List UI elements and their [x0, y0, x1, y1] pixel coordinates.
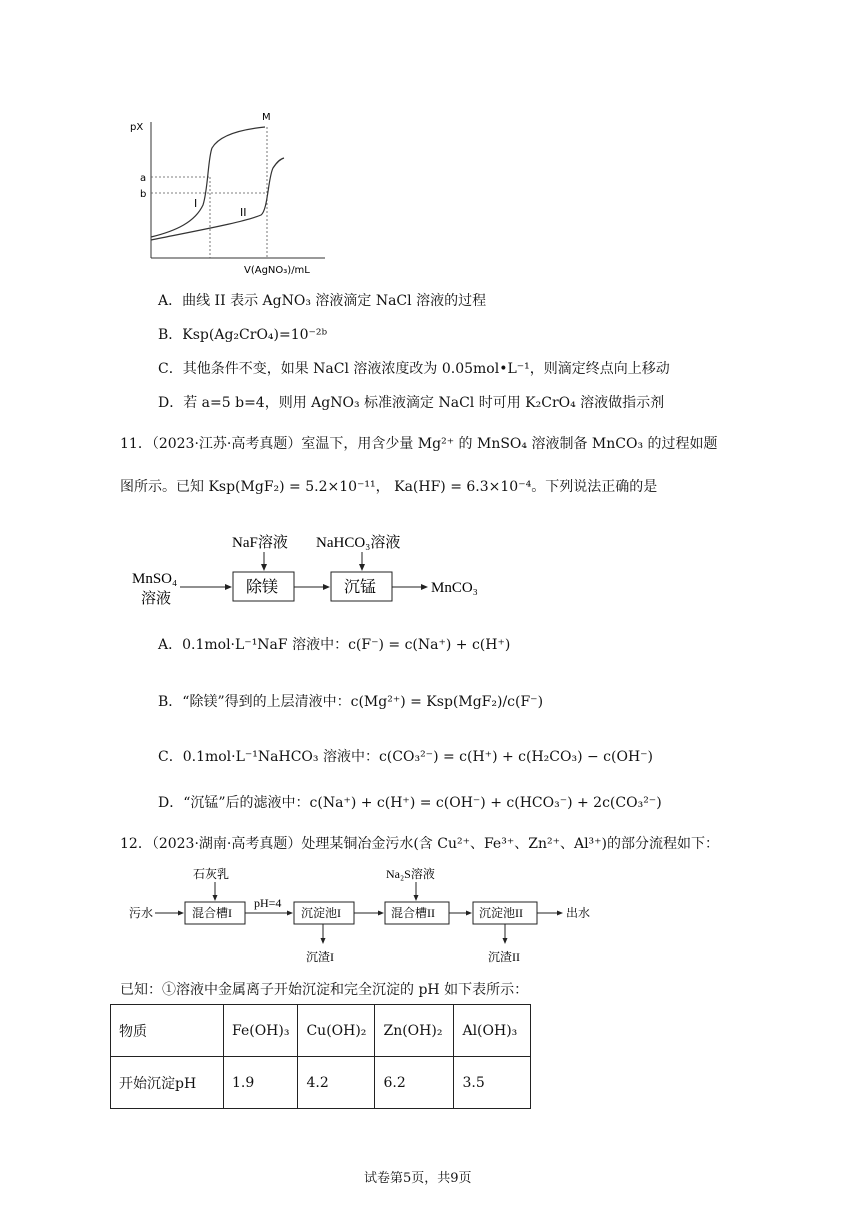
flow-reagent2: NaHCO₃溶液 [316, 535, 401, 551]
q11-option-a: A．0.1mol·L⁻¹NaF 溶液中：c(F⁻) = c(Na⁺) + c(H⁺) [158, 637, 511, 653]
q10-option-d: D．若 a=5 b=4，则用 AgNO₃ 标准液滴定 NaCl 时可用 K₂CrO₄ 溶液做指示剂 [158, 395, 665, 411]
table-header-cell: Cu(OH)₂ [298, 1005, 375, 1057]
flow-reagent1: NaF溶液 [232, 535, 288, 551]
table-cell: 1.9 [224, 1057, 298, 1109]
q10-option-c: C．其他条件不变，如果 NaCl 溶液浓度改为 0.05mol•L⁻¹，则滴定终点向上移动 [158, 361, 670, 377]
flow12-box2-label: 沉淀池I [301, 906, 341, 920]
flow12-arrow-label: pH=4 [254, 896, 282, 910]
y-axis-label: pX [130, 122, 144, 133]
flow12-output: 出水 [566, 906, 591, 920]
table-header-row [111, 1005, 531, 1057]
q11-stem-line2: 图所示。已知 Ksp(MgF₂) = 5.2×10⁻¹¹， Ka(HF) = 6.3×10⁻⁴。下列说法正确的是 [120, 479, 658, 495]
table-header-cell: Zn(OH)₂ [375, 1005, 454, 1057]
tick-b-label: b [140, 189, 147, 200]
table-header-cell: Fe(OH)₃ [224, 1005, 298, 1057]
flow-product: MnCO₃ [431, 580, 478, 596]
q11-option-d: D．“沉锰”后的滤液中：c(Na⁺) + c(H⁺) = c(OH⁻) + c(HCO₃⁻) + 2c(CO₃²⁻) [158, 795, 662, 811]
q11-option-b: B．“除镁”得到的上层清液中：c(Mg²⁺) = Ksp(MgF₂)/c(F⁻) [158, 694, 544, 710]
table-row-label: 开始沉淀pH [111, 1057, 224, 1109]
flow12-input: 污水 [129, 906, 154, 920]
point-m-label: M [262, 112, 271, 123]
tick-a-label: a [140, 173, 147, 184]
table-row [111, 1057, 531, 1109]
flow12-box3-label: 混合槽II [391, 906, 435, 920]
q11-flowchart [125, 525, 505, 615]
curve-i [151, 127, 265, 237]
curve-i-label: I [194, 197, 198, 210]
flow12-residue1: 沉渣I [306, 950, 334, 964]
q10-option-a: A．曲线 II 表示 AgNO₃ 溶液滴定 NaCl 溶液的过程 [158, 293, 487, 309]
flow-box2-label: 沉锰 [344, 579, 377, 596]
table-cell: 3.5 [454, 1057, 531, 1109]
q12-flowchart [125, 860, 625, 970]
q10-option-b: B．Ksp(Ag₂CrO₄)=10⁻²ᵇ [158, 327, 328, 343]
q11-option-c: C．0.1mol·L⁻¹NaHCO₃ 溶液中：c(CO₃²⁻) = c(H⁺) + c(H₂CO₃) − c(OH⁻) [158, 749, 654, 765]
flow12-residue2: 沉渣II [488, 950, 520, 964]
table-cell: 4.2 [298, 1057, 375, 1109]
q12-known: 已知：①溶液中金属离子开始沉淀和完全沉淀的 pH 如下表所示： [120, 982, 529, 998]
precipitation-ph-table [110, 1004, 531, 1109]
q12-stem: 12．（2023·湖南·高考真题）处理某铜冶金污水(含 Cu²⁺、Fe³⁺、Zn²⁺、Al³⁺)的部分流程如下： [120, 836, 720, 852]
titration-graph [124, 108, 344, 280]
table-header-cell: Al(OH)₃ [454, 1005, 531, 1057]
table-cell: 6.2 [375, 1057, 454, 1109]
flow12-reagent1: 石灰乳 [193, 867, 230, 881]
flow12-box4-label: 沉淀池II [479, 906, 523, 920]
q11-stem-line1: 11．（2023·江苏·高考真题）室温下，用含少量 Mg²⁺ 的 MnSO₄ 溶液制备 MnCO₃ 的过程如题 [120, 436, 718, 452]
page-footer: 试卷第5页，共9页 [364, 1171, 472, 1186]
x-axis-label: V(AgNO₃)/mL [244, 265, 310, 276]
curve-ii-label: II [240, 206, 247, 219]
flow-start-line2: 溶液 [141, 591, 172, 607]
flow12-reagent2: Na₂S溶液 [386, 867, 435, 881]
flow-box1-label: 除镁 [246, 579, 279, 596]
flow-start-line1: MnSO₄ [132, 571, 178, 587]
table-header-cell: 物质 [111, 1005, 224, 1057]
flow12-box1-label: 混合槽I [192, 906, 232, 920]
curve-ii [151, 158, 284, 240]
